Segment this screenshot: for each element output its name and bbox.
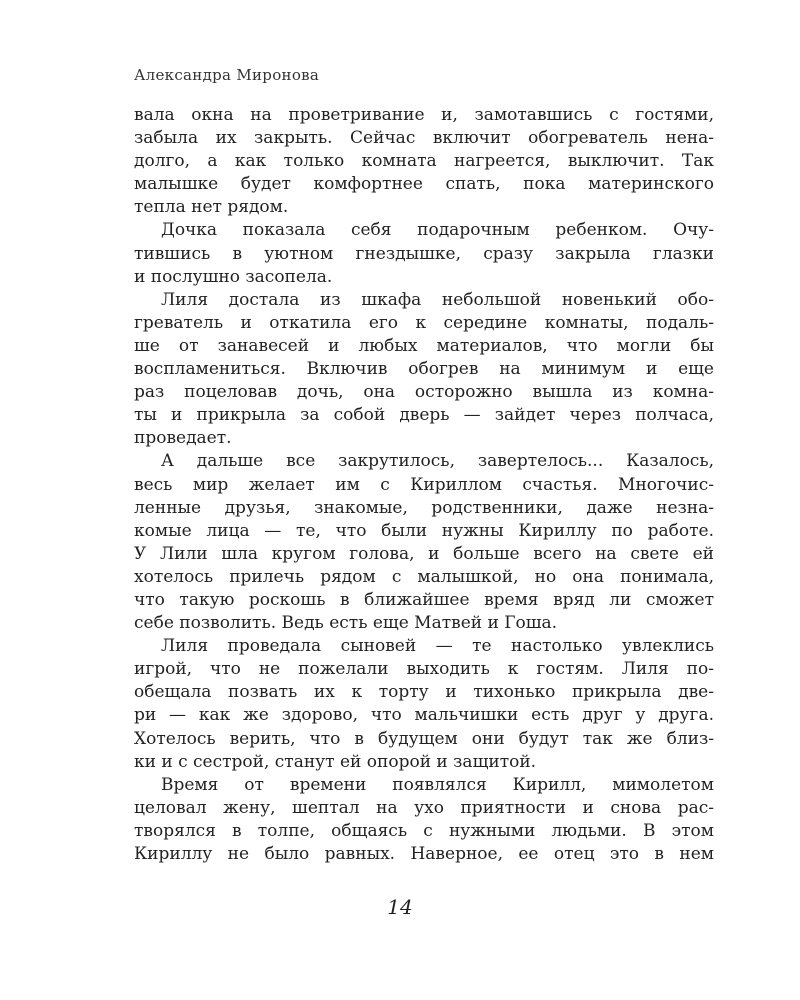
text-line: ты и прикрыла за собой дверь — зайдет через полчаса, — [134, 405, 714, 426]
text-line: ри — как же здорово, что мальчишки есть друг у друга. — [134, 705, 714, 726]
text-line: малышке будет комфортнее спать, пока материнского — [134, 174, 714, 195]
text-line: Кириллу не было равных. Наверное, ее отец это в нем — [134, 844, 714, 864]
text-line: ленные друзья, знакомые, родственники, даже незна- — [134, 497, 714, 518]
text-line: Лиля достала из шкафа небольшой новенький обо- — [161, 289, 714, 310]
running-head-author: Александра Миронова — [134, 66, 320, 84]
text-line: целовал жену, шептал на ухо приятности и снова рас- — [134, 797, 714, 818]
text-line: игрой, что не пожелали выходить к гостям. Лиля по- — [134, 659, 714, 680]
text-line: ше от занавесей и любых материалов, что могли бы — [134, 335, 714, 356]
text-line: Дочка показала себя подарочным ребенком. Очу- — [161, 220, 714, 241]
page-number: 14 — [387, 895, 413, 919]
text-line: проведает. — [134, 428, 232, 449]
body-text — [134, 104, 714, 866]
text-line: хотелось прилечь рядом с малышкой, но она понимала, — [134, 566, 714, 587]
text-line: что такую роскошь в ближайшее время вряд ли сможет — [134, 589, 714, 610]
text-line: ки и с сестрой, станут ей опорой и защитой. — [134, 751, 537, 772]
text-line: раз поцеловав дочь, она осторожно вышла из комна- — [134, 382, 714, 403]
text-line: тившись в уютном гнездышке, сразу закрыла глазки — [134, 243, 714, 264]
text-line: Лиля проведала сыновей — те настолько увлеклись — [161, 636, 714, 657]
text-line: и послушно засопела. — [134, 266, 333, 287]
text-line: вала окна на проветривание и, замотавшись с гостями, — [134, 105, 714, 125]
text-line: тепла нет рядом. — [134, 197, 289, 218]
text-line: себе позволить. Ведь есть еще Матвей и Гоша. — [134, 613, 558, 634]
text-line: А дальше все закрутилось, завертелось... Казалось, — [161, 451, 714, 472]
text-line: Время от времени появлялся Кирилл, мимолетом — [161, 774, 714, 795]
text-line: долго, а как только комната нагреется, выключит. Так — [134, 151, 714, 172]
text-line: У Лили шла кругом голова, и больше всего на свете ей — [134, 543, 714, 564]
text-line: Хотелось верить, что в будущем они будут так же близ- — [134, 728, 714, 749]
text-line: забыла их закрыть. Сейчас включит обогреватель нена- — [134, 128, 714, 149]
text-line: греватель и откатила его к середине комнаты, подаль- — [134, 312, 714, 333]
text-line: воспламениться. Включив обогрев на минимум и еще — [134, 359, 714, 380]
text-line: обещала позвать их к торту и тихонько прикрыла две- — [134, 682, 714, 703]
text-line: творялся в толпе, общаясь с нужными людьми. В этом — [134, 820, 714, 841]
text-line: весь мир желает им с Кириллом счастья. Многочис- — [134, 474, 714, 495]
text-line: комые лица — те, что были нужны Кириллу по работе. — [134, 520, 714, 541]
